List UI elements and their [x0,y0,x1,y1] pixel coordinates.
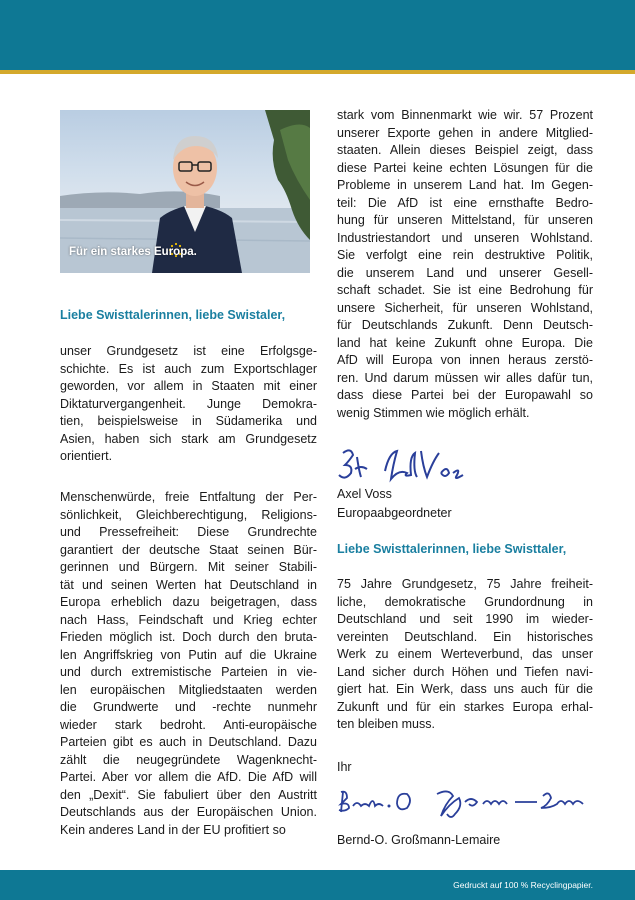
text-line: Industriestandort und unseren Wohlstand. [337,230,593,245]
text-line: für Deutschlands Zukunft. Denn Deutsch- [337,318,593,332]
text-line: orientiert. [60,449,113,463]
text-line: geworden, vor allem in Staaten mit einer [60,379,317,393]
text-line: ren. Und darum müssen wir alles dafür tun, [337,370,593,385]
text-line: wieder stark bedroht. Anti-europäische [60,717,317,732]
header-gold-stripe [0,70,635,74]
text-line: wenig Stimmen wie möglich erhält. [337,405,530,420]
text-line: Asien, haben sich stark am Grundgesetz [60,431,317,446]
closing-ihr: Ihr [337,760,352,774]
text-line: vereinten Deutschland. Ein historisches [337,629,593,644]
text-line: Europa erheblich dazu beigetragen, dass [60,595,317,609]
footer-recycling-note: Gedruckt auf 100 % Recyclingpapier. [453,880,593,890]
text-line: stark vom Binnenmarkt wie wir. 57 Prozent [337,108,593,122]
text-line: 75 Jahre Grundgesetz, 75 Jahre freiheit- [337,577,593,591]
right-paragraph-2 [337,576,593,734]
text-line: Probleme in unserem Land hat. Im Gegen- [337,178,593,192]
text-line: len Angriffskrieg von Putin auf die Ukraine [60,647,317,662]
text-line: und durch extremistische Parteien in vie- [60,665,317,679]
right-paragraph-1 [337,107,593,422]
header-band [0,0,635,70]
signature-grossmann-lemaire [337,784,587,824]
text-line: staaten. Allein dieses Beispiel zeigt, dass [337,143,593,157]
text-line: Land sicher durch Höhen und Tiefen navi- [337,664,593,679]
text-line: diese Partei keine echten Lösungen für die [337,160,593,175]
text-line: nach Hass, Feindschaft und Krieg echter [60,612,317,627]
text-line: Deutschlands aus der Europäischen Union. [60,805,317,819]
text-line: unserer Exporte gehen in andere Mitglied- [337,125,593,140]
text-line: Frieden möglich ist. Doch durch den bruta- [60,630,317,644]
text-line: zählt die neugegründete Wagenknecht- [60,752,317,767]
text-line: liche, demokratische Grundordnung in [337,594,593,609]
text-line: Werk zu einem Werteverbund, das unser [337,647,593,661]
text-line: garantiert der deutsche Staat seinen Bür- [60,542,317,557]
text-line: hung für unseren Mittelstand, für unseren [337,213,593,227]
text-line: Partei. Aber vor allem die AfD. Die AfD will [60,770,317,784]
text-line: unsere Sicherheit, für unseren Wohlstand, [337,300,593,315]
text-line: Diktaturvergangenheit. Junge Demokra- [60,396,317,411]
text-line: die Grundwerte und -rechte nunmehr [60,700,317,714]
signature1-title: Europaabgeordneter [337,506,452,520]
left-paragraph-1 [60,343,317,466]
text-line: land hat keine Zukunft ohne Europa. Die [337,335,593,350]
text-line: Sie verfolgt eine rein destruktive Politik, [337,248,593,262]
left-paragraph-2 [60,489,317,839]
text-line: Parteien gibt es auch in Deutschland. Dazu [60,735,317,749]
text-line: Kein anderes Land in der EU profitiert so [60,822,286,837]
text-line: AfD will Europa von innen heraus zerstö- [337,353,593,367]
photo-caption: Für ein starkes Europa. [69,246,197,258]
text-line: tien, beispielsweise in Südamerika und [60,414,317,428]
text-line: teil: Die AfD ist eine ernsthafte Bedro- [337,195,593,210]
text-line: Deutschland und seit 1990 im wieder- [337,612,593,626]
text-line: den „Dexit“. Sie fabuliert über den Austritt [60,787,317,802]
text-line: giert hat. Ein Werk, dass uns auch für die [337,682,593,696]
text-line: ten bleiben muss. [337,717,435,731]
text-line: gerinnen und Bürgern. Mit seiner Stabili- [60,560,317,574]
greeting-left: Liebe Swisttalerinnen, liebe Swistaler, [60,308,286,322]
text-line: tät und seinen Werten hat Deutschland in [60,577,317,592]
text-line: schaft schadet. Sie ist eine Bedrohung für [337,283,593,297]
text-line: sönlichkeit, Gleichberechtigung, Religions- [60,507,317,522]
signature1-name: Axel Voss [337,487,392,501]
text-line: dass diese Partei bei der Europawahl so [337,388,593,402]
text-line: schichte. Es ist auch zum Exportschlager [60,361,317,376]
text-line: und Pressefreiheit: Diese Grundrechte [60,525,317,539]
greeting-right: Liebe Swisttalerinnen, liebe Swisttaler, [337,542,567,556]
text-line: len europäischen Mitgliedstaaten werden [60,682,317,697]
text-line: unser Grundgesetz ist eine Erfolgsge- [60,344,317,358]
text-line: Zukunft und für ein starkes Europa erhal- [337,699,593,714]
text-line: Menschenwürde, freie Entfaltung der Per- [60,490,317,504]
portrait-photo [60,110,310,273]
text-line: die unserem Land und unserer Gesell- [337,265,593,280]
signature2-name: Bernd-O. Großmann-Lemaire [337,833,501,847]
signature-axel-voss [337,443,467,493]
